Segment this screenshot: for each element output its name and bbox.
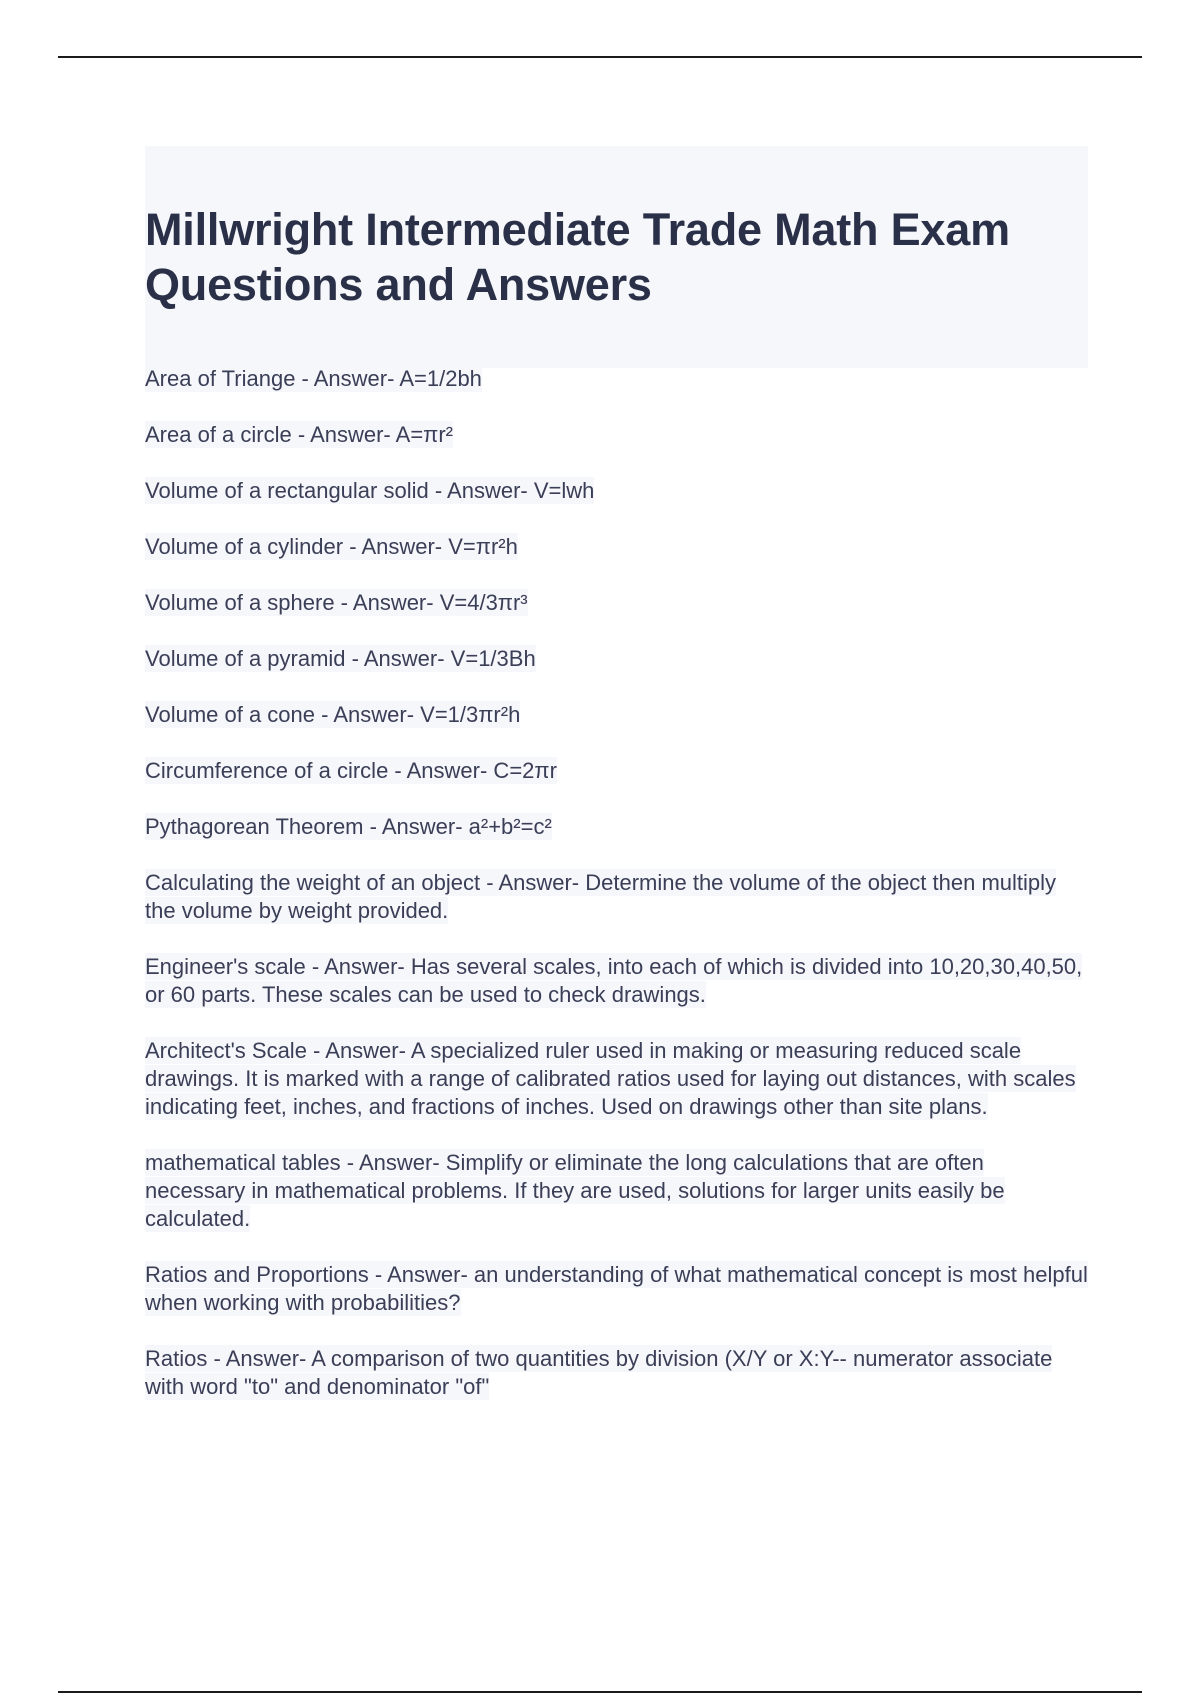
footer-rule <box>58 1691 1142 1693</box>
qa-item <box>145 477 1090 505</box>
qa-item <box>145 645 1090 673</box>
qa-item <box>145 421 1090 449</box>
qa-item <box>145 757 1090 785</box>
page-title: Millwright Intermediate Trade Math Exam Questions and Answers <box>145 204 1010 310</box>
qa-item-text: Volume of a cylinder - Answer- V=πr²h <box>145 534 518 559</box>
qa-item <box>145 813 1090 841</box>
qa-item <box>145 1037 1090 1121</box>
qa-item-text: Area of a circle - Answer- A=πr² <box>145 422 453 447</box>
qa-item <box>145 533 1090 561</box>
qa-item-text: Pythagorean Theorem - Answer- a²+b²=c² <box>145 814 552 839</box>
header-rule <box>58 56 1142 58</box>
qa-item-text: Engineer's scale - Answer- Has several scales, into each of which is divided into 10,20,30,40,50, or 60 parts. These scales can be used to check drawings. <box>145 954 1083 1007</box>
qa-item <box>145 1345 1090 1401</box>
qa-item-text: mathematical tables - Answer- Simplify or eliminate the long calculations that are often necessary in mathematical problems. If they are used, solutions for larger units easily be calculated. <box>145 1150 1005 1231</box>
qa-item-text: Volume of a rectangular solid - Answer- V=lwh <box>145 478 595 503</box>
qa-item-text: Ratios and Proportions - Answer- an understanding of what mathematical concept is most helpful when working with probabilities? <box>145 1262 1088 1315</box>
qa-item <box>145 953 1090 1009</box>
title-banner <box>145 146 1088 368</box>
qa-item <box>145 1149 1090 1233</box>
qa-item <box>145 365 1090 393</box>
qa-item <box>145 589 1090 617</box>
qa-item <box>145 869 1090 925</box>
qa-item-text: Architect's Scale - Answer- A specialized ruler used in making or measuring reduced scale drawings. It is marked with a range of calibrated ratios used for laying out distances, with scales indicating feet, inches, and fractions of inches. Used on drawings other than site plans. <box>145 1038 1076 1119</box>
qa-item-text: Volume of a cone - Answer- V=1/3πr²h <box>145 702 521 727</box>
qa-item <box>145 701 1090 729</box>
qa-item-text: Ratios - Answer- A comparison of two quantities by division (X/Y or X:Y-- numerator associate with word "to" and denominator "of" <box>145 1346 1053 1399</box>
qa-item <box>145 1261 1090 1317</box>
qa-item-text: Calculating the weight of an object - Answer- Determine the volume of the object then multiply the volume by weight provided. <box>145 870 1057 923</box>
qa-item-text: Area of Triange - Answer- A=1/2bh <box>145 366 482 391</box>
qa-item-text: Volume of a pyramid - Answer- V=1/3Bh <box>145 646 536 671</box>
qa-list <box>145 365 1090 1429</box>
qa-item-text: Volume of a sphere - Answer- V=4/3πr³ <box>145 590 528 615</box>
qa-item-text: Circumference of a circle - Answer- C=2πr <box>145 758 557 783</box>
